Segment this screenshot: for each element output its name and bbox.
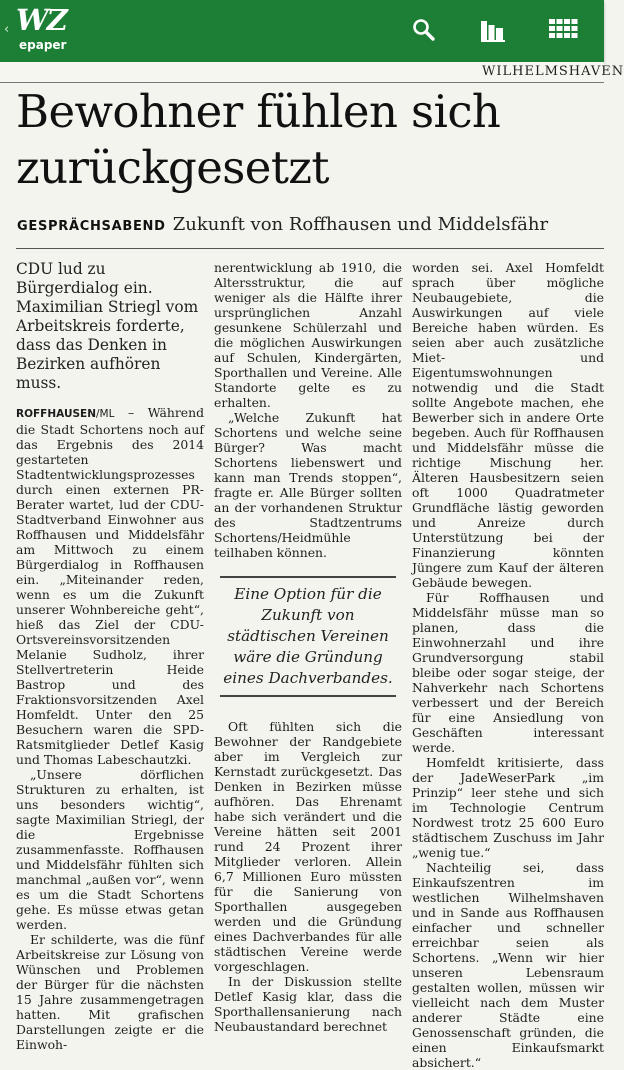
library-icon[interactable] xyxy=(479,16,507,44)
paragraph-text: – Während die Stadt Schortens noch auf das Ergebnis des 2014 gestarteten Stadtentwicklungsprozesses durch einen externen PR-Berater wartet, lud der CDU-Stadtverband Einwohner aus Roffhausen und Middelsfähr am Mittwoch zu einem Bürgerdialog in Roffhausen ein. „Miteinander reden, wenn es um die Zukunft unserer Wohnbereiche geht“, hieß das Ziel der CDU-Ortsvereinsvorsitzenden Melanie Sudholz, ihrer Stellvertreterin Heide Bastrop und des Fraktionsvorsitzenden Axel Homfeldt. Unter den 25 Besuchern waren die SPD-Ratsmitglieder Detlef Kasig und Thomas Labeschautzki. xyxy=(16,405,204,767)
article-paragraph: „Unsere dörflichen Strukturen zu erhalten, ist uns besonders wichtig“, sagte Maximilian Striegl, der die Ergebnisse zusammenfasste. Roffhausen und Middelsfähr fühlten sich manchmal „außen vor“, wenn es um die Stadt Schortens gehe. Es müsse etwas getan werden. xyxy=(16,767,204,932)
divider xyxy=(0,82,604,83)
pull-quote xyxy=(220,576,396,697)
article-paragraph xyxy=(16,405,204,767)
article-paragraph: nerentwicklung ab 1910, die Altersstruktur, die auf weniger als die Hälfte ihrer ursprünglichen Anzahl gesunkene Schülerzahl und die möglichen Auswirkungen auf Schulen, Kindergärten, Sporthallen und Vereine. Alle Standorte gelte es zu erhalten. xyxy=(214,260,402,410)
article-paragraph: Für Roffhausen und Middelsfähr müsse man so planen, dass die Einwohnerzahl und ihre Grundversorgung stabil bleibe oder sogar steige, der Nahverkehr nach Schortens verbessert und der Bereich für eine Ansiedlung von Geschäften interessant werde. xyxy=(412,590,604,755)
article-paragraph: „Welche Zukunft hat Schortens und welche seine Bürger? Was macht Schortens liebenswert und kann man Trends stoppen“, fragte er. Alle Bürger sollten an der vorhandenen Struktur des Stadtzentrums Schortens/Heidmühle teilhaben können. xyxy=(214,410,402,560)
pull-quote-text: Eine Option für die Zukunft von städtischen Vereinen wäre die Gründung eines Dachverbandes. xyxy=(223,585,393,687)
dateline-place: ROFFHAUSEN xyxy=(16,408,96,420)
article-headline: Bewohner fühlen sich zurückgesetzt xyxy=(16,85,501,194)
dateline-author: /ML xyxy=(96,408,115,420)
article-paragraph: Homfeldt kritisierte, dass der JadeWeserPark „im Prinzip“ leer stehe und sich im Technologie Centrum Nordwest trotz 25 600 Euro städtischem Zuschuss im Jahr „wenig tue.“ xyxy=(412,755,604,860)
article-paragraph: Nachteilig sei, dass Einkaufszentren im westlichen Wilhelmshaven und in Sande aus Roffhausen einfacher und schneller erreichbar seien als Schortens. „Wenn wir hier unseren Lebensraum gestalten wollen, müssen wir vielleicht nach dem Muster anderer Städte eine Genossenschaft gründen, die einen Einkaufsmarkt absichert.“ xyxy=(412,860,604,1070)
article-paragraph: Er schilderte, was die fünf Arbeitskreise zur Lösung von Wünschen und Problemen der Bürger für die nächsten 15 Jahre zusammengetragen hatten. Mit grafischen Darstellungen zeigte er die Einwoh- xyxy=(16,932,204,1052)
article-lead: CDU lud zu Bürgerdialog ein. Maximilian Striegl vom Arbeitskreis forderte, dass das Denken in Bezirken aufhören muss. xyxy=(16,260,199,392)
article-column-3 xyxy=(412,260,604,1070)
section-label: WILHELMSHAVEN xyxy=(482,64,624,79)
article-column-1 xyxy=(16,260,204,1052)
divider xyxy=(16,248,604,249)
article-kicker: GESPRÄCHSABEND xyxy=(17,219,166,234)
article-column-2 xyxy=(214,260,402,1034)
article-paragraph: Oft fühlten sich die Bewohner der Randgebiete aber im Vergleich zur Kernstadt zurückgesetzt. Das Denken in Bezirken müsse aufhören. Das Ehrenamt habe sich verändert und die Vereine hätten seit 2001 rund 24 Prozent ihrer Mitglieder verloren. Allein 6,7 Millionen Euro müssten für die Sanierung von Sporthallen ausgegeben werden und die Gründung eines Dachverbandes für alle städtischen Vereine werde vorgeschlagen. xyxy=(214,719,402,974)
back-chevron-icon[interactable]: ‹ xyxy=(4,22,10,37)
article-paragraph: In der Diskussion stellte Detlef Kasig klar, dass die Sporthallensanierung nach Neubaustandard berechnet xyxy=(214,974,402,1034)
app-logo-subtitle: epaper xyxy=(19,38,67,52)
app-bar xyxy=(0,0,604,62)
search-icon[interactable] xyxy=(410,16,438,44)
article-paragraph: worden sei. Axel Homfeldt sprach über mögliche Neubaugebiete, die Auswirkungen auf viele Bereiche haben würden. Es seien aber auch zusätzliche Miet- und Eigentumswohnungen notwendig und die Stadt sollte Angebote machen, ehe Bewerber sich in andere Orte begeben. Auch für Roffhausen und Middelsfähr müsse die richtige Mischung her. Älteren Hausbesitzern seien oft 1000 Quadratmeter Grundfläche lästig geworden und Anreize durch Unterstützung bei der Finanzierung könnten Jüngere zum Kauf der älteren Gebäude bewegen. xyxy=(412,260,604,590)
article-subheadline: Zukunft von Roffhausen und Middelsfähr xyxy=(172,214,549,235)
grid-icon[interactable] xyxy=(549,16,577,44)
app-logo[interactable]: WZ xyxy=(16,3,66,37)
kicker-line xyxy=(17,214,548,235)
